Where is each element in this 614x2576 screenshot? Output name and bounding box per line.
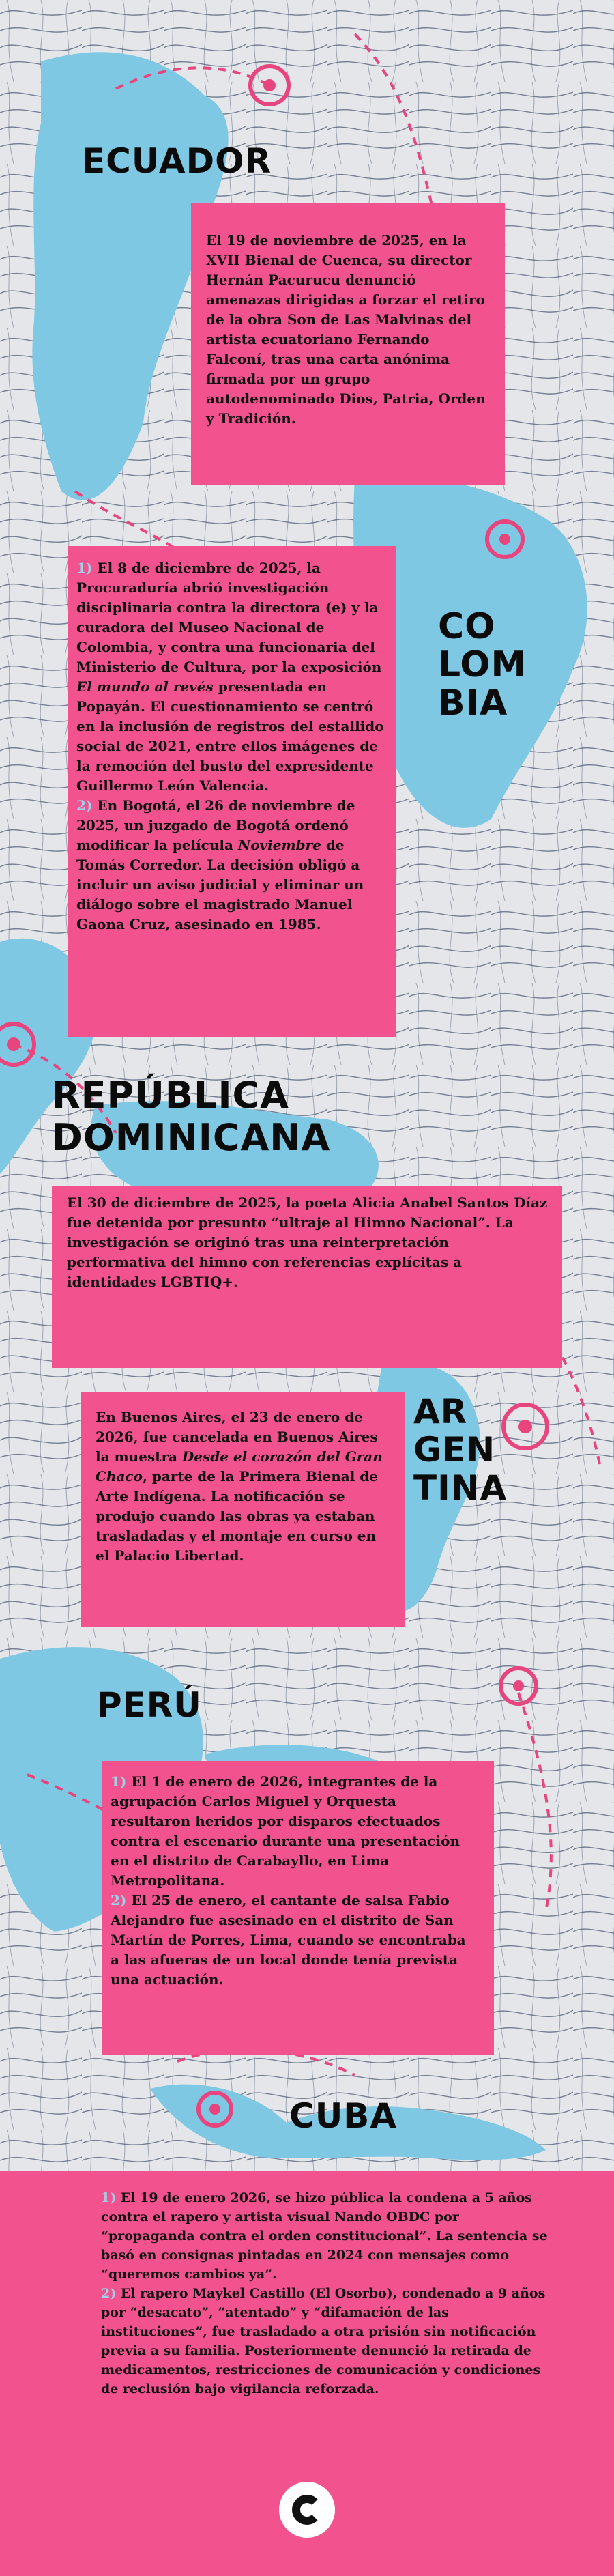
dominicana-text: El 30 de diciembre de 2025, la poeta Alicia Anabel Santos Díaz fue detenida por presunto “ultraje al Himno Nacional”. La investigación se originó tras una reinterpretación performativa del himno con referencias explícitas a identidades LGBTIQ+. <box>67 1194 548 1290</box>
cuba-item-2-number: 2) <box>101 2286 117 2301</box>
colombia-item-2 <box>76 796 388 934</box>
colombia-item-1-exhibition-title: El mundo al revés <box>76 678 214 695</box>
argentina-title-line-1: AR <box>413 1392 468 1431</box>
cuba-item-1 <box>101 2188 553 2284</box>
colombia-item-2-text-b: de Tomás Corredor. La decisión obligó a incluir un aviso judicial y eliminar un diálogo sobre el magistrado Manuel Gaona Cruz, asesinado en 1985. <box>76 837 364 932</box>
peru-item-2-number: 2) <box>111 1892 127 1908</box>
country-title-peru: PERÚ <box>97 1685 202 1725</box>
argentina-text <box>96 1407 389 1566</box>
country-title-colombia <box>438 607 527 722</box>
colombia-item-1-text-b: presentada en Popayán. El cuestionamiento se centró en la inclusión de registros del estallido social de 2021, entre ellos imágenes de la remoción del busto del expresidente Guillermo León Valencia. <box>76 678 384 794</box>
cuba-item-1-number: 1) <box>101 2190 117 2205</box>
dominicana-card <box>52 1186 562 1368</box>
colombia-title-line-1: CO <box>438 606 496 647</box>
cuba-item-2 <box>101 2284 553 2399</box>
cuba-item-1-text: El 19 de enero 2026, se hizo pública la condena a 5 años contra el rapero y artista visual Nando OBDC por “propaganda contra el orden constitucional”. La sentencia se basó en consignas pintadas en 2024 con mensajes como “queremos cambios ya”. <box>101 2190 548 2282</box>
colombia-item-1 <box>76 558 388 796</box>
dominicana-title-line-2: DOMINICANA <box>52 1116 331 1159</box>
colombia-title-line-2: LOM <box>438 644 527 685</box>
ecuador-card <box>191 203 505 485</box>
cuba-item-2-text: El rapero Maykel Castillo (El Osorbo), condenado a 9 años por “desacato”, “atentado” y “difamación de las instituciones”, fue trasladado a otra prisión sin notificación previa a su familia. Posteriormente denunció la retirada de medicamentos, restricciones de comunicación y condiciones de reclusión bajo vigilancia reforzada. <box>101 2286 546 2396</box>
country-title-argentina <box>413 1392 507 1507</box>
colombia-item-2-text-a: En Bogotá, el 26 de noviembre de 2025, un juzgado de Bogotá ordenó modificar la película <box>76 797 355 853</box>
colombia-item-1-number: 1) <box>76 560 93 576</box>
c-logo-icon <box>279 2482 335 2538</box>
country-title-ecuador: ECUADOR <box>82 141 272 181</box>
peru-item-1-text: El 1 de enero de 2026, integrantes de la agrupación Carlos Miguel y Orquesta resultaron heridos por disparos efectuados contra el escenario durante una presentación en el distrito de Carabayllo, en Lima Metropolitana. <box>111 1773 460 1889</box>
peru-item-1-number: 1) <box>111 1773 127 1790</box>
peru-item-1 <box>111 1772 479 1891</box>
cuba-card <box>89 2184 553 2471</box>
argentina-title-line-3: TINA <box>413 1468 508 1508</box>
peru-item-2-text: El 25 de enero, el cantante de salsa Fabio Alejandro fue asesinado en el distrito de San Martín de Porres, Lima, cuando se encontraba a las afueras de un local donde tenía prevista una actuación. <box>111 1892 466 1988</box>
country-title-dominicana <box>52 1074 330 1159</box>
dominicana-title-line-1: REPÚBLICA <box>52 1074 289 1117</box>
peru-item-2 <box>111 1891 479 1990</box>
argentina-card <box>81 1392 405 1627</box>
ecuador-text: El 19 de noviembre de 2025, en la XVII Bienal de Cuenca, su director Hernán Pacurucu denunció amenazas dirigidas a forzar el retiro de la obra Son de Las Malvinas del artista ecuatoriano Fernando Falconí, tras una carta anónima firmada por un grupo autodenominado Dios, Patria, Orden y Tradición. <box>206 232 486 427</box>
argentina-title-line-2: GEN <box>413 1430 496 1470</box>
peru-card <box>102 1761 494 2055</box>
colombia-card <box>68 546 396 1037</box>
argentina-text-a: En Buenos Aires, el 23 de enero de 2026, fue cancelada en Buenos Aires la muestra <box>96 1409 378 1465</box>
argentina-exhibition-title: Desde el corazón del Gran Chaco <box>96 1448 383 1485</box>
colombia-item-2-film-title: Noviembre <box>237 837 321 853</box>
colombia-item-1-text-a: El 8 de diciembre de 2025, la Procuraduría abrió investigación disciplinaria contra la directora (e) y la curadora del Museo Nacional de Colombia, y contra una funcionaria del Ministerio de Cultura, por la exposición <box>76 560 382 675</box>
argentina-text-b: , parte de la Primera Bienal de Arte Indígena. La notificación se produjo cuando las obras ya estaban trasladadas y el montaje en curso en el Palacio Libertad. <box>96 1468 378 1564</box>
colombia-title-line-3: BIA <box>438 683 508 724</box>
country-title-cuba: CUBA <box>289 2096 398 2136</box>
colombia-item-2-number: 2) <box>76 797 93 814</box>
